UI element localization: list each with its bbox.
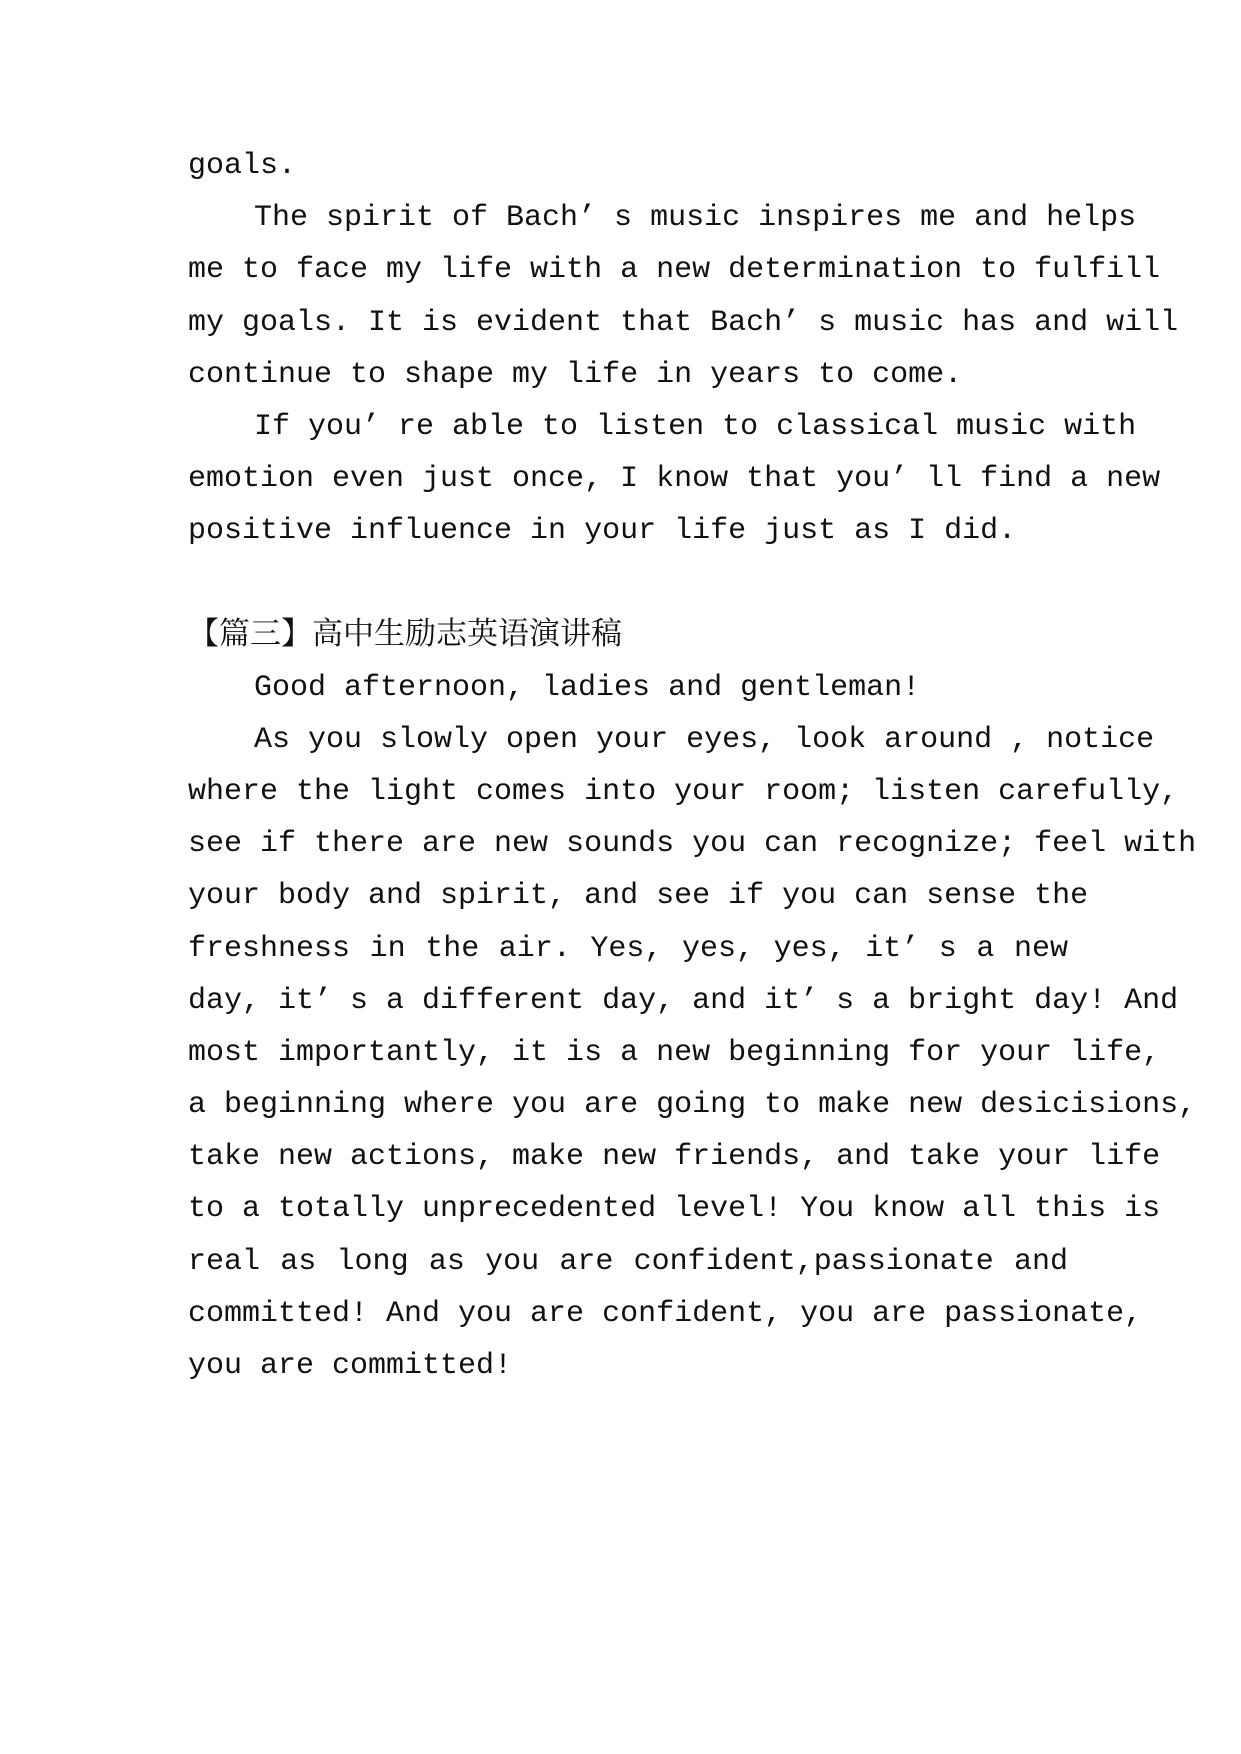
text-line: As you slowly open your eyes, look around , notice [254, 723, 1155, 757]
text-line: real as long as you are confident,passionate and [188, 1245, 1068, 1279]
text-line: continue to shape my life in years to come. [188, 358, 963, 392]
text-line: a beginning where you are going to make new desicisions, [188, 1088, 1197, 1122]
text-line: emotion even just once, I know that you’ ll find a new [188, 462, 1161, 496]
text-line: committed! And you are confident, you are passionate, [188, 1297, 1143, 1331]
text-line: you are committed! [188, 1349, 513, 1383]
text-line: The spirit of Bach’ s music inspires me and helps [254, 201, 1137, 235]
section-heading: 【篇三】高中生励志英语演讲稿 [188, 616, 622, 652]
text-line: If you’ re able to listen to classical music with [254, 410, 1137, 444]
text-line: see if there are new sounds you can recognize; feel with [188, 827, 1197, 861]
text-line: goals. [188, 149, 297, 183]
greeting-line: Good afternoon, ladies and gentleman! [254, 671, 921, 705]
text-line: most importantly, it is a new beginning for your life, [188, 1036, 1161, 1070]
text-line: my goals. It is evident that Bach’ s music has and will [188, 306, 1179, 340]
text-line: take new actions, make new friends, and take your life [188, 1140, 1161, 1174]
text-line: me to face my life with a new determination to fulfill [188, 253, 1161, 287]
text-line: day, it’ s a different day, and it’ s a bright day! And [188, 984, 1179, 1018]
text-line: to a totally unprecedented level! You know all this is [188, 1192, 1161, 1226]
text-line: where the light comes into your room; listen carefully, [188, 775, 1179, 809]
text-line: positive influence in your life just as I did. [188, 514, 1017, 548]
text-line: freshness in the air. Yes, yes, yes, it’ s a new [188, 932, 1068, 966]
text-line: your body and spirit, and see if you can sense the [188, 879, 1089, 913]
